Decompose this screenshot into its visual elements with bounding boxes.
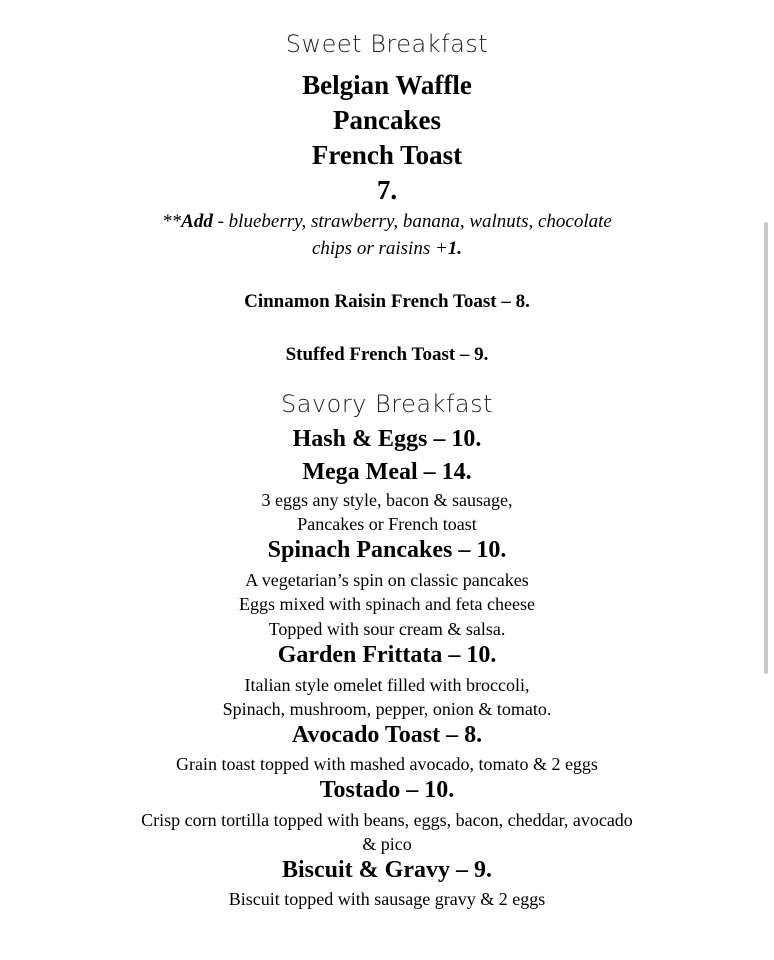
menu-item-spinach-pancakes: Spinach Pancakes – 10. [267,537,507,563]
tostado-desc-2: & pico [362,834,412,854]
mega-meal-desc-2: Pancakes or French toast [297,514,477,534]
sweet-price: 7. [376,175,398,205]
add-price: 1. [447,238,463,259]
menu-item-biscuit-gravy: Biscuit & Gravy – 9. [282,857,492,883]
add-text: - blueberry, strawberry, banana, walnuts, chocolate [212,211,612,232]
add-ons-note-line2 [0,238,774,260]
menu-item-cinnamon-raisin: Cinnamon Raisin French Toast – 8. [244,291,530,312]
avocado-desc-1: Grain toast topped with mashed avocado, tomato & 2 eggs [176,754,598,774]
menu-item-garden-frittata: Garden Frittata – 10. [277,642,497,668]
menu-item-pancakes: Pancakes [333,105,441,135]
menu-item-avocado-toast: Avocado Toast – 8. [291,722,483,748]
menu-item-tostado: Tostado – 10. [319,777,455,803]
add-prefix: ** [162,211,182,232]
menu-item-french-toast: French Toast [311,140,463,170]
sweet-breakfast-heading: Sweet Breakfast [285,30,489,58]
mega-meal-desc-1: 3 eggs any style, bacon & sausage, [261,490,513,510]
garden-desc-2: Spinach, mushroom, pepper, onion & tomato. [222,699,552,719]
add-word: Add [181,211,213,232]
vertical-scrollbar[interactable] [764,222,768,674]
garden-desc-1: Italian style omelet filled with broccoli, [244,675,530,695]
add-ons-note [0,211,774,233]
spinach-desc-3: Topped with sour cream & salsa. [268,619,506,639]
spinach-desc-1: A vegetarian’s spin on classic pancakes [245,570,529,590]
menu-item-belgian-waffle: Belgian Waffle [302,70,472,100]
menu-item-stuffed-french-toast: Stuffed French Toast – 9. [285,344,489,365]
savory-breakfast-heading: Savory Breakfast [280,390,494,418]
menu-item-mega-meal: Mega Meal – 14. [302,459,472,485]
tostado-desc-1: Crisp corn tortilla topped with beans, eggs, bacon, cheddar, avocado [141,810,633,830]
biscuit-desc-1: Biscuit topped with sausage gravy & 2 eggs [228,889,546,909]
add-text-2: chips or raisins + [311,238,448,259]
menu-item-hash-eggs: Hash & Eggs – 10. [292,426,482,452]
spinach-desc-2: Eggs mixed with spinach and feta cheese [239,594,535,614]
